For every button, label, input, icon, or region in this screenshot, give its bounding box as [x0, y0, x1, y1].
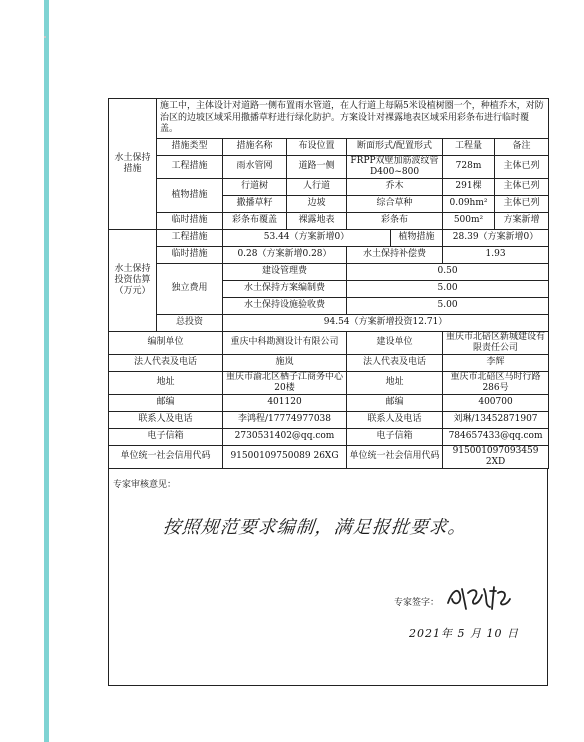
builder-legal-label: 法人代表及电话: [347, 354, 443, 371]
compiler-email-label: 电子信箱: [109, 428, 223, 445]
measure-name-cell: 撒播草籽: [223, 195, 287, 212]
form-table: [108, 98, 549, 469]
expert-signature-label: 专家签字：: [394, 597, 440, 608]
invest-plant-value: 28.39（方案新增0）: [443, 229, 549, 246]
compiler-contact-value: 李鸿程/17774977038: [223, 411, 347, 428]
compiler-label: 编制单位: [109, 331, 223, 354]
indep-item-value: 0.50: [347, 263, 549, 280]
soil-measures-category: 水土保持措施: [109, 99, 157, 230]
binding-strip: [44, 0, 49, 742]
indep-item-name: 水土保持方案编制费: [223, 280, 347, 297]
expert-review-section: [108, 469, 548, 686]
measure-form-cell: 综合草种: [347, 195, 443, 212]
indep-item-value: 5.00: [347, 297, 549, 314]
measure-form-cell: FRPP双壁加筋波纹管D400~800: [347, 155, 443, 178]
review-date: 2021年 5 月 10 日: [409, 626, 519, 640]
compiler-zip-value: 401120: [223, 394, 347, 411]
measure-note-cell: 主体已列: [495, 195, 549, 212]
invest-indep-label: 独立费用: [157, 263, 223, 314]
header-form: 断面形式/配置形式: [347, 138, 443, 155]
measure-note-cell: 主体已列: [495, 155, 549, 178]
measure-form-cell: 彩条布: [347, 212, 443, 229]
measure-name-cell: 彩条布覆盖: [223, 212, 287, 229]
measure-location-cell: 道路一侧: [287, 155, 347, 178]
invest-comp-value: 1.93: [443, 246, 549, 263]
measure-qty-cell: 291棵: [443, 178, 495, 195]
header-measure-type: 措施类型: [157, 138, 223, 155]
investment-category: 水土保持投资估算（万元）: [109, 229, 157, 331]
soil-conservation-form: [108, 98, 548, 686]
indep-item-value: 5.00: [347, 280, 549, 297]
builder-email-label: 电子信箱: [347, 428, 443, 445]
compiler-zip-label: 邮编: [109, 394, 223, 411]
measure-type-cell: 临时措施: [157, 212, 223, 229]
compiler-value: 重庆中科勘测设计有限公司: [223, 331, 347, 354]
builder-zip-value: 400700: [443, 394, 549, 411]
builder-email-value: 784657433@qq.com: [443, 428, 549, 445]
scan-mark: [44, 36, 46, 38]
expert-opinion-handwritten: 按照规范要求编制，满足报批要求。: [161, 516, 468, 538]
invest-eng-value: 53.44（方案新增0）: [223, 229, 391, 246]
builder-zip-label: 邮编: [347, 394, 443, 411]
indep-item-name: 建设管理费: [223, 263, 347, 280]
header-quantity: 工程量: [443, 138, 495, 155]
header-location: 布设位置: [287, 138, 347, 155]
measure-note-cell: 主体已列: [495, 178, 549, 195]
builder-credit-label: 单位统一社会信用代码: [347, 445, 443, 468]
expert-signature: [444, 581, 514, 615]
header-note: 备注: [495, 138, 549, 155]
measure-location-cell: 边坡: [287, 195, 347, 212]
measure-name-cell: 行道树: [223, 178, 287, 195]
compiler-contact-label: 联系人及电话: [109, 411, 223, 428]
invest-temp-value: 0.28（方案新增0.28）: [223, 246, 347, 263]
compiler-credit-value: 91500109750089 26XG: [223, 445, 347, 468]
measure-note-cell: 方案新增: [495, 212, 549, 229]
compiler-legal-label: 法人代表及电话: [109, 354, 223, 371]
compiler-legal-value: 施岚: [223, 354, 347, 371]
measure-form-cell: 乔木: [347, 178, 443, 195]
builder-value: 重庆市北碚区新城建设有限责任公司: [443, 331, 549, 354]
compiler-addr-label: 地址: [109, 371, 223, 394]
measure-type-cell: 植物措施: [157, 178, 223, 212]
measures-description: 施工中，主体设计对道路一侧布置雨水管道，在人行道上每隔5米设植树圈一个，种植乔木，对防治区的边坡区域采用撒播草籽进行绿化防护。方案设计对裸露地表区域采用彩条布进行临时覆盖。: [157, 99, 549, 139]
measure-name-cell: 雨水管网: [223, 155, 287, 178]
invest-total-label: 总投资: [157, 314, 223, 331]
builder-legal-value: 李辉: [443, 354, 549, 371]
invest-total-value: 94.54（方案新增投资12.71）: [223, 314, 549, 331]
indep-item-name: 水土保持设施验收费: [223, 297, 347, 314]
measure-location-cell: 人行道: [287, 178, 347, 195]
builder-contact-label: 联系人及电话: [347, 411, 443, 428]
builder-addr-value: 重庆市北碚区马时行路286号: [443, 371, 549, 394]
expert-review-label: 专家审核意见：: [113, 479, 177, 490]
invest-temp-label: 临时措施: [157, 246, 223, 263]
compiler-email-value: 2730531402@qq.com: [223, 428, 347, 445]
measure-type-cell: 工程措施: [157, 155, 223, 178]
invest-eng-label: 工程措施: [157, 229, 223, 246]
measure-qty-cell: 500m²: [443, 212, 495, 229]
compiler-addr-value: 重庆市渝北区栖子江商务中心20楼: [223, 371, 347, 394]
compiler-credit-label: 单位统一社会信用代码: [109, 445, 223, 468]
builder-contact-value: 刘琳/13452871907: [443, 411, 549, 428]
header-measure-name: 措施名称: [223, 138, 287, 155]
builder-addr-label: 地址: [347, 371, 443, 394]
measure-location-cell: 裸露地表: [287, 212, 347, 229]
builder-credit-value: 915001097093459 2XD: [443, 445, 549, 468]
measure-qty-cell: 728m: [443, 155, 495, 178]
measure-qty-cell: 0.09hm²: [443, 195, 495, 212]
invest-comp-label: 水土保持补偿费: [347, 246, 443, 263]
invest-plant-label: 植物措施: [391, 229, 443, 246]
builder-label: 建设单位: [347, 331, 443, 354]
